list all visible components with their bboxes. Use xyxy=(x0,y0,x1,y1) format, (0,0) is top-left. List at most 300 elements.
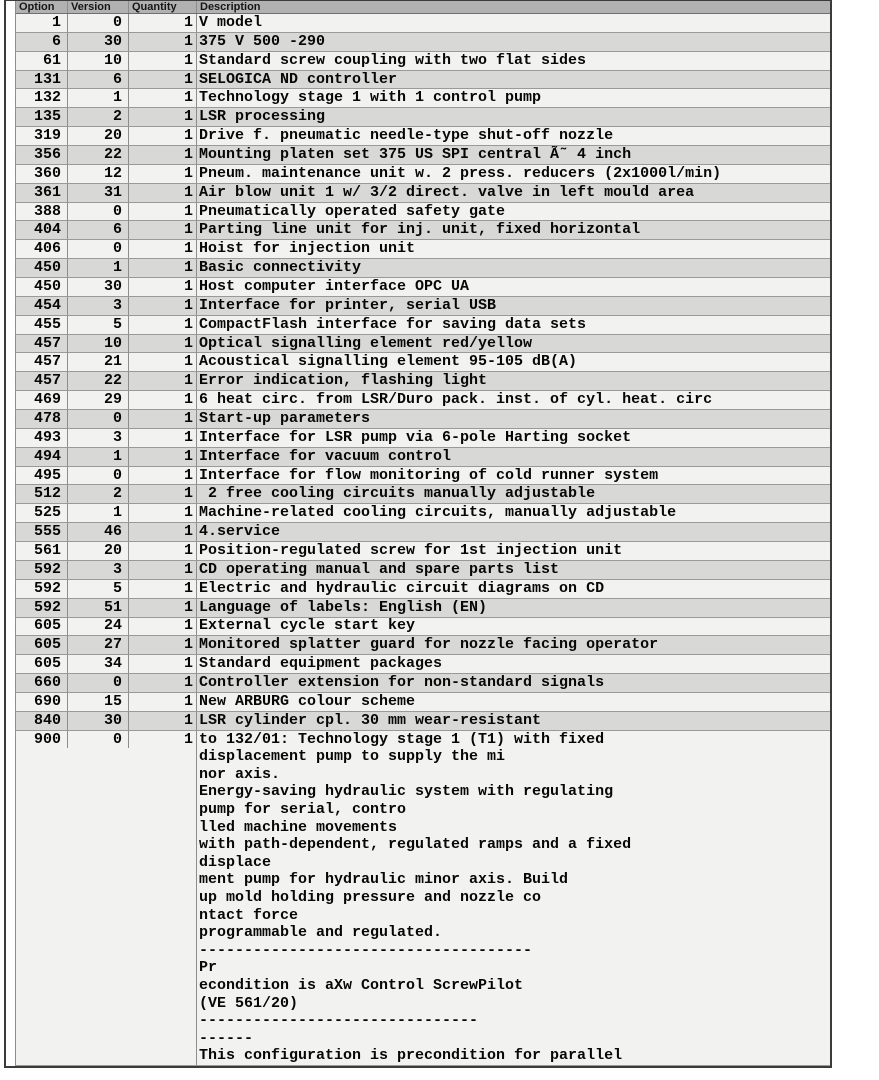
option-cell: 455 xyxy=(33,315,61,333)
description-cell xyxy=(196,636,830,654)
table-row-cells xyxy=(15,561,830,580)
quantity-cell: 1 xyxy=(128,240,196,258)
quantity-cell: 1 xyxy=(128,655,196,673)
option-cell: 6 xyxy=(51,32,61,50)
table-row-cells xyxy=(15,14,830,33)
quantity-cell: 1 xyxy=(128,316,196,334)
description-cell xyxy=(196,89,830,107)
quantity-cell: 1 xyxy=(128,146,196,164)
description-text: Interface for flow monitoring of cold runner system xyxy=(199,466,659,484)
gutter-column xyxy=(6,165,15,184)
quantity-cell: 1 xyxy=(128,89,196,107)
gutter-column xyxy=(6,14,15,33)
option-cell: 131 xyxy=(33,70,61,88)
table-row-cells xyxy=(15,410,830,429)
column-header-description: Description xyxy=(196,1,830,13)
description-text: Interface for LSR pump via 6-pole Harting socket xyxy=(199,428,632,446)
version-cell: 2 xyxy=(67,108,128,126)
description-cell xyxy=(196,542,830,560)
option-cell: 61 xyxy=(42,51,61,69)
description-text: Error indication, flashing light xyxy=(199,372,488,390)
description-text: Standard equipment packages xyxy=(199,655,443,673)
table-row xyxy=(6,316,830,335)
gutter-column xyxy=(6,693,15,712)
table-row-cells xyxy=(15,523,830,542)
description-line: programmable and regulated. xyxy=(199,924,443,942)
description-line: nor axis. xyxy=(199,765,281,783)
version-cell: 0 xyxy=(67,410,128,428)
table-row xyxy=(6,203,830,222)
table-row-cells xyxy=(15,203,830,222)
description-cell xyxy=(196,335,830,353)
table-row-cells xyxy=(15,674,830,693)
description-cell xyxy=(196,561,830,579)
gutter-column xyxy=(6,278,15,297)
description-cell xyxy=(196,485,830,503)
table-row xyxy=(6,467,830,486)
table-row-cells xyxy=(15,542,830,561)
description-text: V model xyxy=(199,13,263,31)
gutter-column xyxy=(6,52,15,71)
version-cell: 0 xyxy=(67,14,128,32)
version-cell: 3 xyxy=(67,429,128,447)
version-cell: 31 xyxy=(67,184,128,202)
gutter-column xyxy=(6,485,15,504)
option-cell: 404 xyxy=(33,221,61,239)
description-text: Air blow unit 1 w/ 3/2 direct. valve in left mould area xyxy=(199,183,695,201)
description-text: LSR processing xyxy=(199,108,326,126)
description-line: ------------------------------- xyxy=(199,1012,479,1030)
gutter-column xyxy=(6,674,15,693)
description-line: ntact force xyxy=(199,906,299,924)
option-cell: 360 xyxy=(33,164,61,182)
option-cell: 512 xyxy=(33,485,61,503)
description-text: Basic connectivity xyxy=(199,259,362,277)
gutter-column xyxy=(6,391,15,410)
option-cell: 469 xyxy=(33,391,61,409)
table-row-cells xyxy=(15,335,830,354)
description-line: up mold holding pressure and nozzle co xyxy=(199,889,542,906)
version-cell: 20 xyxy=(67,542,128,560)
description-cell xyxy=(196,693,830,711)
description-text: CD operating manual and spare parts list xyxy=(199,560,560,578)
table-header-row xyxy=(6,1,830,14)
version-cell: 24 xyxy=(67,617,128,635)
table-row xyxy=(6,618,830,637)
gutter-column xyxy=(6,335,15,354)
description-text: Language of labels: English (EN) xyxy=(199,598,488,616)
gutter-column xyxy=(6,316,15,335)
table-row xyxy=(6,278,830,297)
description-cell xyxy=(196,52,830,70)
version-cell: 0 xyxy=(67,203,128,221)
gutter-column xyxy=(6,655,15,674)
version-cell: 3 xyxy=(67,297,128,315)
table-row-cells xyxy=(15,108,830,127)
description-line: pump for serial, contro xyxy=(199,801,407,819)
version-cell: 0 xyxy=(67,467,128,485)
quantity-cell: 1 xyxy=(128,674,196,692)
description-cell xyxy=(196,410,830,428)
table-row xyxy=(6,523,830,542)
option-cell: 356 xyxy=(33,145,61,163)
description-text: Start-up parameters xyxy=(199,409,371,427)
table-row xyxy=(6,297,830,316)
description-cell xyxy=(196,221,830,239)
table-row-cells xyxy=(15,221,830,240)
version-cell: 1 xyxy=(67,89,128,107)
table-row-cells xyxy=(15,580,830,599)
quantity-cell: 1 xyxy=(128,429,196,447)
quantity-cell: 1 xyxy=(128,372,196,390)
quantity-cell: 1 xyxy=(128,71,196,89)
quantity-cell: 1 xyxy=(128,259,196,277)
description-line: Energy-saving hydraulic system with regulating xyxy=(199,783,614,801)
table-row-cells xyxy=(15,712,830,731)
option-cell: 450 xyxy=(33,259,61,277)
description-line: with path-dependent, regulated ramps and a fixed xyxy=(199,836,632,854)
option-cell: 605 xyxy=(33,617,61,635)
description-text: Controller extension for non-standard signals xyxy=(199,674,605,692)
gutter-column xyxy=(6,297,15,316)
table-row xyxy=(6,335,830,354)
gutter-column xyxy=(6,259,15,278)
quantity-cell: 1 xyxy=(128,617,196,635)
description-cell xyxy=(196,165,830,183)
option-cell: 494 xyxy=(33,447,61,465)
gutter-column xyxy=(6,448,15,467)
table-row-cells xyxy=(15,467,830,486)
table-row xyxy=(6,410,830,429)
option-cell: 1 xyxy=(51,13,61,31)
description-text: Hoist for injection unit xyxy=(199,240,416,258)
option-cell: 493 xyxy=(33,428,61,446)
description-text: Parting line unit for inj. unit, fixed horizontal xyxy=(199,221,641,239)
table-row-cells xyxy=(15,391,830,410)
option-cell: 561 xyxy=(33,542,61,559)
table-row-cells xyxy=(15,636,830,655)
option-cell: 592 xyxy=(33,560,61,578)
table-row xyxy=(6,636,830,655)
table-row-cells xyxy=(15,52,830,71)
description-line: displace xyxy=(199,853,272,871)
table-row-cells xyxy=(15,599,830,618)
option-cell: 388 xyxy=(33,202,61,220)
description-text: New ARBURG colour scheme xyxy=(199,692,416,710)
quantity-cell: 1 xyxy=(128,580,196,598)
table-row xyxy=(6,184,830,203)
table-row xyxy=(6,542,830,561)
table-row-cells xyxy=(15,297,830,316)
quantity-cell: 1 xyxy=(128,542,196,560)
description-text: LSR cylinder cpl. 30 mm wear-resistant xyxy=(199,711,542,729)
description-cell xyxy=(196,429,830,447)
description-cell xyxy=(196,467,830,485)
description-cell xyxy=(196,391,830,409)
table-row xyxy=(6,353,830,372)
quantity-cell: 1 xyxy=(128,712,196,730)
description-line: displacement pump to supply the mi xyxy=(199,748,506,766)
description-line: econdition is aXw Control ScrewPilot xyxy=(199,976,524,994)
gutter-column xyxy=(6,1,15,14)
table-row-cells xyxy=(15,372,830,391)
quantity-cell: 1 xyxy=(128,221,196,239)
option-cell: 605 xyxy=(33,636,61,654)
gutter-column xyxy=(6,353,15,372)
gutter-column xyxy=(6,221,15,240)
version-cell: 1 xyxy=(67,448,128,466)
description-cell xyxy=(196,71,830,89)
description-cell xyxy=(196,504,830,522)
description-cell xyxy=(196,599,830,617)
description-line: ------------------------------------- xyxy=(199,941,533,959)
quantity-cell: 1 xyxy=(128,297,196,315)
option-cell: 135 xyxy=(33,108,61,126)
quantity-cell: 1 xyxy=(128,410,196,428)
version-cell: 5 xyxy=(67,580,128,598)
gutter-column xyxy=(6,523,15,542)
gutter-column xyxy=(6,89,15,108)
table-row xyxy=(6,259,830,278)
description-cell xyxy=(196,297,830,315)
version-cell: 20 xyxy=(67,127,128,145)
table-row xyxy=(6,485,830,504)
description-cell xyxy=(196,259,830,277)
table-row xyxy=(6,89,830,108)
gutter-column xyxy=(6,712,15,731)
option-cell: 478 xyxy=(33,409,61,427)
table-row-cells xyxy=(15,353,830,372)
description-text: 375 V 500 -290 xyxy=(199,32,326,50)
table-row-cells xyxy=(15,316,830,335)
description-cell xyxy=(196,674,830,692)
quantity-cell: 1 xyxy=(128,203,196,221)
quantity-cell: 1 xyxy=(128,127,196,145)
table-row-cells xyxy=(15,89,830,108)
option-cell: 840 xyxy=(33,711,61,729)
table-row xyxy=(6,429,830,448)
quantity-cell: 1 xyxy=(128,108,196,126)
description-text: CompactFlash interface for saving data sets xyxy=(199,315,587,333)
version-cell: 22 xyxy=(67,146,128,164)
table-row xyxy=(6,693,830,712)
description-cell xyxy=(196,353,830,371)
version-cell: 34 xyxy=(67,655,128,673)
quantity-cell: 1 xyxy=(128,448,196,466)
version-cell: 22 xyxy=(67,372,128,390)
description-cell xyxy=(196,33,830,51)
description-text: Host computer interface OPC UA xyxy=(199,277,470,295)
description-text: Machine-related cooling circuits, manually adjustable xyxy=(199,504,677,522)
table-row xyxy=(6,731,830,1066)
description-cell xyxy=(196,617,830,635)
quantity-cell: 1 xyxy=(128,485,196,503)
gutter-column xyxy=(6,542,15,561)
quantity-cell: 1 xyxy=(128,184,196,202)
description-cell xyxy=(196,146,830,164)
table-row-cells xyxy=(15,71,830,90)
table-row xyxy=(6,391,830,410)
table-row-cells xyxy=(15,259,830,278)
table-row xyxy=(6,108,830,127)
version-cell: 27 xyxy=(67,636,128,654)
quantity-cell: 1 xyxy=(128,278,196,296)
version-cell: 10 xyxy=(67,52,128,70)
option-cell: 555 xyxy=(33,523,61,541)
version-cell: 1 xyxy=(67,259,128,277)
description-text: Monitored splatter guard for nozzle facing operator xyxy=(199,636,659,654)
description-cell xyxy=(196,448,830,466)
table-row-cells xyxy=(15,127,830,146)
table-row-cells xyxy=(15,448,830,467)
description-cell xyxy=(196,278,830,296)
description-text: 4.service xyxy=(199,523,281,541)
column-header-option: Option xyxy=(19,1,55,13)
table-row xyxy=(6,33,830,52)
table-row xyxy=(6,372,830,391)
description-text: Standard screw coupling with two flat sides xyxy=(199,51,587,69)
description-text: Electric and hydraulic circuit diagrams on CD xyxy=(199,579,605,597)
options-table xyxy=(4,0,832,1068)
description-line: ------ xyxy=(199,1029,254,1047)
table-row-cells xyxy=(15,184,830,203)
description-line: (VE 561/20) xyxy=(199,994,299,1012)
description-cell xyxy=(196,580,830,598)
table-row-cells xyxy=(15,33,830,52)
quantity-cell: 1 xyxy=(128,731,196,749)
table-row xyxy=(6,599,830,618)
version-cell: 51 xyxy=(67,599,128,617)
option-cell: 690 xyxy=(33,692,61,710)
gutter-column xyxy=(6,599,15,618)
table-row xyxy=(6,580,830,599)
version-cell: 2 xyxy=(67,485,128,503)
option-cell: 132 xyxy=(33,89,61,107)
table-row xyxy=(6,712,830,731)
option-cell: 592 xyxy=(33,598,61,616)
table-row xyxy=(6,655,830,674)
description-cell xyxy=(196,240,830,258)
table-row-cells xyxy=(15,278,830,297)
version-cell: 21 xyxy=(67,353,128,371)
quantity-cell: 1 xyxy=(128,335,196,353)
option-cell: 361 xyxy=(33,183,61,201)
option-cell: 900 xyxy=(33,730,61,748)
table-row-cells xyxy=(15,655,830,674)
gutter-column xyxy=(6,71,15,90)
version-cell: 30 xyxy=(67,33,128,51)
description-text: 6 heat circ. from LSR/Duro pack. inst. of cyl. heat. circ xyxy=(199,391,713,409)
quantity-cell: 1 xyxy=(128,599,196,617)
quantity-cell: 1 xyxy=(128,693,196,711)
description-text: Interface for printer, serial USB xyxy=(199,296,497,314)
description-cell xyxy=(196,523,830,541)
description-text: External cycle start key xyxy=(199,617,416,635)
table-row-cells xyxy=(15,504,830,523)
table-row xyxy=(6,504,830,523)
description-text: Interface for vacuum control xyxy=(199,447,452,465)
description-text: Drive f. pneumatic needle-type shut-off nozzle xyxy=(199,127,614,145)
description-text: Optical signalling element red/yellow xyxy=(199,334,533,352)
gutter-column xyxy=(6,504,15,523)
option-cell: 592 xyxy=(33,579,61,597)
table-row-cells xyxy=(15,618,830,637)
gutter-column xyxy=(6,127,15,146)
gutter-column xyxy=(6,410,15,429)
description-text: Position-regulated screw for 1st injection unit xyxy=(199,542,623,559)
table-row xyxy=(6,146,830,165)
option-cell: 457 xyxy=(33,334,61,352)
description-cell xyxy=(196,655,830,673)
gutter-column xyxy=(6,240,15,259)
table-row xyxy=(6,561,830,580)
column-header-version: Version xyxy=(67,1,128,13)
gutter-column xyxy=(6,618,15,637)
gutter-column xyxy=(6,731,15,1066)
option-cell: 406 xyxy=(33,240,61,258)
option-cell: 454 xyxy=(33,296,61,314)
option-cell: 660 xyxy=(33,674,61,692)
table-row xyxy=(6,71,830,90)
version-cell: 3 xyxy=(67,561,128,579)
option-cell: 605 xyxy=(33,655,61,673)
description-cell xyxy=(196,731,830,1065)
quantity-cell: 1 xyxy=(128,504,196,522)
table-row-cells xyxy=(15,146,830,165)
gutter-column xyxy=(6,33,15,52)
version-cell: 15 xyxy=(67,693,128,711)
description-line: This configuration is precondition for parallel xyxy=(199,1047,623,1065)
description-cell xyxy=(196,127,830,145)
gutter-column xyxy=(6,184,15,203)
table-row xyxy=(6,165,830,184)
gutter-column xyxy=(6,146,15,165)
quantity-cell: 1 xyxy=(128,33,196,51)
table-row-cells xyxy=(15,485,830,504)
table-row xyxy=(6,221,830,240)
gutter-column xyxy=(6,467,15,486)
version-cell: 0 xyxy=(67,240,128,258)
quantity-cell: 1 xyxy=(128,636,196,654)
description-cell xyxy=(196,372,830,390)
table-row-cells xyxy=(15,165,830,184)
table-row-cells xyxy=(15,429,830,448)
quantity-cell: 1 xyxy=(128,14,196,32)
description-text: Acoustical signalling element 95-105 dB(A) xyxy=(199,353,578,371)
option-cell: 525 xyxy=(33,504,61,522)
description-text: Mounting platen set 375 US SPI central Ã˜ 4 inch xyxy=(199,145,632,163)
gutter-column xyxy=(6,372,15,391)
version-cell: 6 xyxy=(67,221,128,239)
description-text: 2 free cooling circuits manually adjustable xyxy=(199,485,596,503)
table-body xyxy=(6,14,830,1066)
version-cell: 6 xyxy=(67,71,128,89)
quantity-cell: 1 xyxy=(128,467,196,485)
version-cell: 1 xyxy=(67,504,128,522)
gutter-column xyxy=(6,108,15,127)
description-text: Technology stage 1 with 1 control pump xyxy=(199,89,542,107)
gutter-column xyxy=(6,561,15,580)
table-row xyxy=(6,448,830,467)
table-row xyxy=(6,674,830,693)
quantity-cell: 1 xyxy=(128,165,196,183)
description-cell xyxy=(196,712,830,730)
option-cell: 450 xyxy=(33,277,61,295)
gutter-column xyxy=(6,580,15,599)
table-row xyxy=(6,127,830,146)
description-cell xyxy=(196,184,830,202)
description-text: SELOGICA ND controller xyxy=(199,70,398,88)
